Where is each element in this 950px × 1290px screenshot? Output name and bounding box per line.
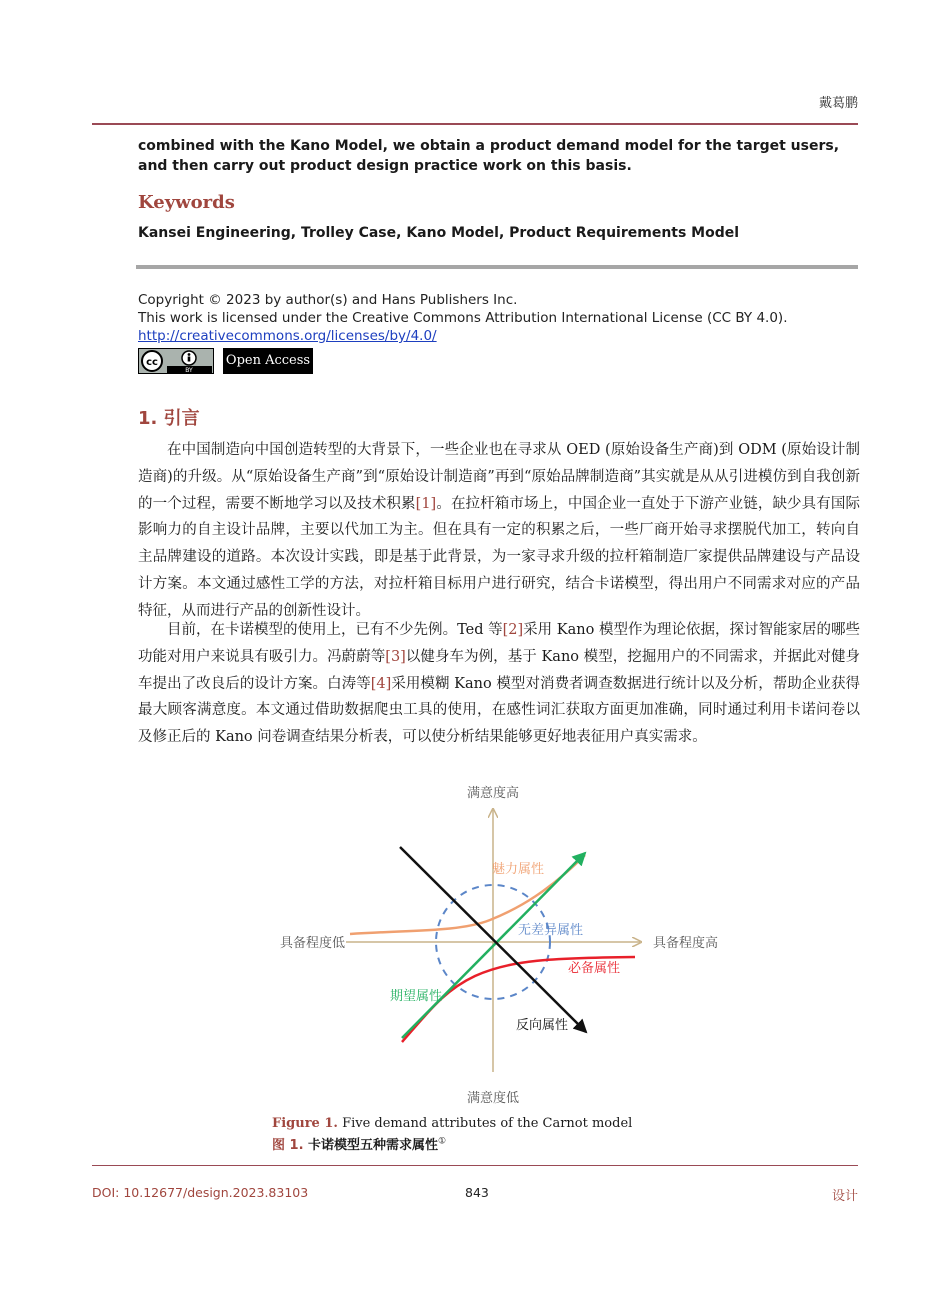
figure-caption-text: 卡诺模型五种需求属性 [303,1138,439,1153]
axis-label-bottom: 满意度低 [466,1091,520,1106]
cc-by-badge[interactable] [138,348,214,374]
paragraph-text: 以健身车为例，基于 Kano 模型，挖掘用户的不同需求，并据此对健身车提出了改良后的设计方案。白涛等 [138,648,861,692]
citation-link[interactable]: [4] [370,675,392,692]
figure-caption-en [272,1116,632,1131]
axis-label-right: 具备程度高 [653,936,719,951]
header-divider [92,123,858,125]
indifferent-label: 无差异属性 [518,923,584,938]
paragraph-text: 目前，在卡诺模型的使用上，已有不少先例。Ted 等 [167,622,503,638]
one-dimensional-label: 期望属性 [390,989,443,1004]
keywords-divider [136,265,858,269]
citation-link[interactable]: [3] [385,648,406,665]
axis-label-top: 满意度高 [466,786,520,801]
license-line: This work is licensed under the Creative Commons Attribution International License (CC BY 4.0). [138,310,788,326]
cc-badge-label: BY [185,367,193,373]
paragraph-text: 。在拉杆箱市场上，中国企业一直处于下游产业链，缺少具有国际影响力的自主设计品牌，主要以代加工为主。但在具有一定的积累之后，一些厂商开始寻求摆脱代加工，转向自主品牌建设的道路。本次设计实践，即是基于此背景，为一家寻求升级的拉杆箱制造厂家提供品牌建设与产品设计方案。本文通过感性工学的方法，对拉杆箱目标用户进行研究，结合卡诺模型，得出用户不同需求对应的产品特征，从而进行产品的创新性设计。 [138,495,861,619]
must-be-label: 必备属性 [568,961,621,976]
kano-model-figure [250,780,750,1110]
page-number: 843 [465,1185,489,1200]
copyright-line: Copyright © 2023 by author(s) and Hans Publishers Inc. [138,292,518,308]
paragraph-2 [138,617,860,751]
figure-caption-text: Five demand attributes of the Carnot model [337,1116,633,1131]
footer-divider [92,1165,858,1166]
copyright-block [138,291,788,345]
citation-link[interactable]: [1] [415,495,437,512]
citation-link[interactable]: [2] [502,622,524,638]
axis-label-left: 具备程度低 [279,936,345,951]
figure-caption-label: Figure 1. [272,1116,338,1131]
section-title: 1. 引言 [138,408,200,429]
paragraph-text: 在中国制造向中国创造转型的大背景下，一些企业也在寻求从 OED (原始设备生产商)到 ODM (原始设计制造商)的升级。从“原始设备生产商”到“原始设计制造商”再到“原始品牌制造商”其实就是从从引进模仿到自我创新的一个过程，需要不断地学习以及技术积累 [138,442,860,512]
journal-name: 设计 [831,1189,858,1204]
footer-doi[interactable]: DOI: 10.12677/design.2023.83103 [92,1185,309,1200]
reverse-label: 反向属性 [516,1018,569,1033]
attractive-label: 魅力属性 [492,862,545,877]
paragraph-1 [138,437,860,625]
figure-caption-zh [272,1134,446,1153]
footnote-marker[interactable]: ① [438,1136,447,1147]
keywords-heading: Keywords [138,192,235,213]
abstract-continuation: combined with the Kano Model, we obtain a product demand model for the target users, and then carry out product design practice work on this basis. [138,138,840,174]
figure-caption-label: 图 1. [272,1138,304,1153]
running-header-author: 戴葛鹏 [818,96,858,111]
svg-text:cc: cc [146,357,158,368]
paragraph-text: 采用 Kano 模型作为理论依据，探讨智能家居的哪些功能对用户来说具有吸引力。冯蔚蔚等 [138,622,860,665]
cc-by-icon [139,349,213,373]
paragraph-text: 采用模糊 Kano 模型对消费者调查数据进行统计以及分析，帮助企业获得最大顾客满意度。本文通过借助数据爬虫工具的使用，在感性词汇获取方面更加准确，同时通过利用卡诺问卷以及修正后的 Kano 问卷调查结果分析表，可以使分析结果能够更好地表征用户真实需求。 [138,675,861,746]
keywords-text: Kansei Engineering, Trolley Case, Kano Model, Product Requirements Model [138,225,740,241]
license-link[interactable]: http://creativecommons.org/licenses/by/4.0/ [138,328,437,344]
open-access-badge[interactable]: Open Access [223,348,313,374]
